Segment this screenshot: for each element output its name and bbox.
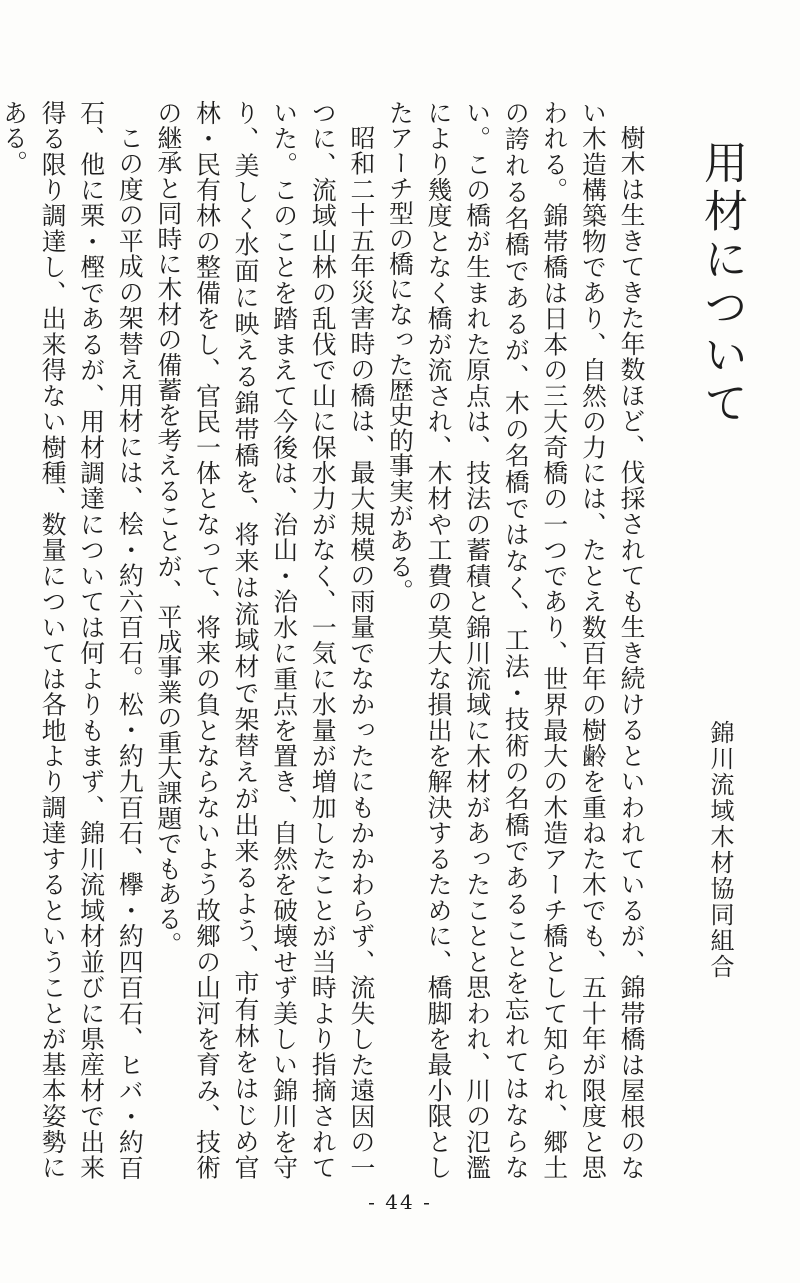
paragraph: 昭和二十五年災害時の橋は、最大規模の雨量でなかったにもかかわらず、流失した遠因の一つに、流域山林の乱伐で山に保水力がなく、一気に水量が増加したことが当時より指摘されていた。このことを踏まえて今後は、治山・治水に重点を置き、自然を破壊せず美しい錦川を守り、美しく水面に映える錦帯橋を、将来は流域材で架替えが出来るよう、市有林をはじめ官林・民有林の整備をし、官民一体となって、将来の負とならないよう故郷の山河を育み、技術の継承と同時に木材の備蓄を考えることが、平成事業の重大課題でもある。 (153, 100, 376, 1180)
body-text (0, 100, 650, 1180)
paragraph: 樹木は生きてきた年数ほど、伐採されても生き続けるといわれているが、錦帯橋は屋根のない木造構築物であり、自然の力には、たとえ数百年の樹齢を重ねた木でも、五十年が限度と思われる。錦帯橋は日本の三大奇橋の一つであり、世界最大の木造アーチ橋として知られ、郷土の誇れる名橋であるが、木の名橋ではなく、工法・技術の名橋であることを忘れてはならない。この橋が生まれた原点は、技法の蓄積と錦川流域に木材があったことと思われ、川の氾濫により幾度となく橋が流され、木材や工費の莫大な損出を解決するために、橋脚を最小限としたアーチ型の橋になった歴史的事実がある。 (385, 100, 646, 1180)
document-title: 用材について (696, 140, 747, 428)
page-number: - 44 - (368, 1190, 432, 1214)
author-byline: 錦川流域木材協同組合 (706, 720, 734, 980)
paragraph: この度の平成の架替え用材には、桧・約六百石。松・約九百石、欅・約四百石、ヒバ・約百石、他に栗・樫であるが、用材調達については何よりもまず、錦川流域材並びに県産材で出来得る限り調達し、出来得ない樹種、数量については各地より調達するということが基本姿勢にある。 (0, 100, 145, 1180)
